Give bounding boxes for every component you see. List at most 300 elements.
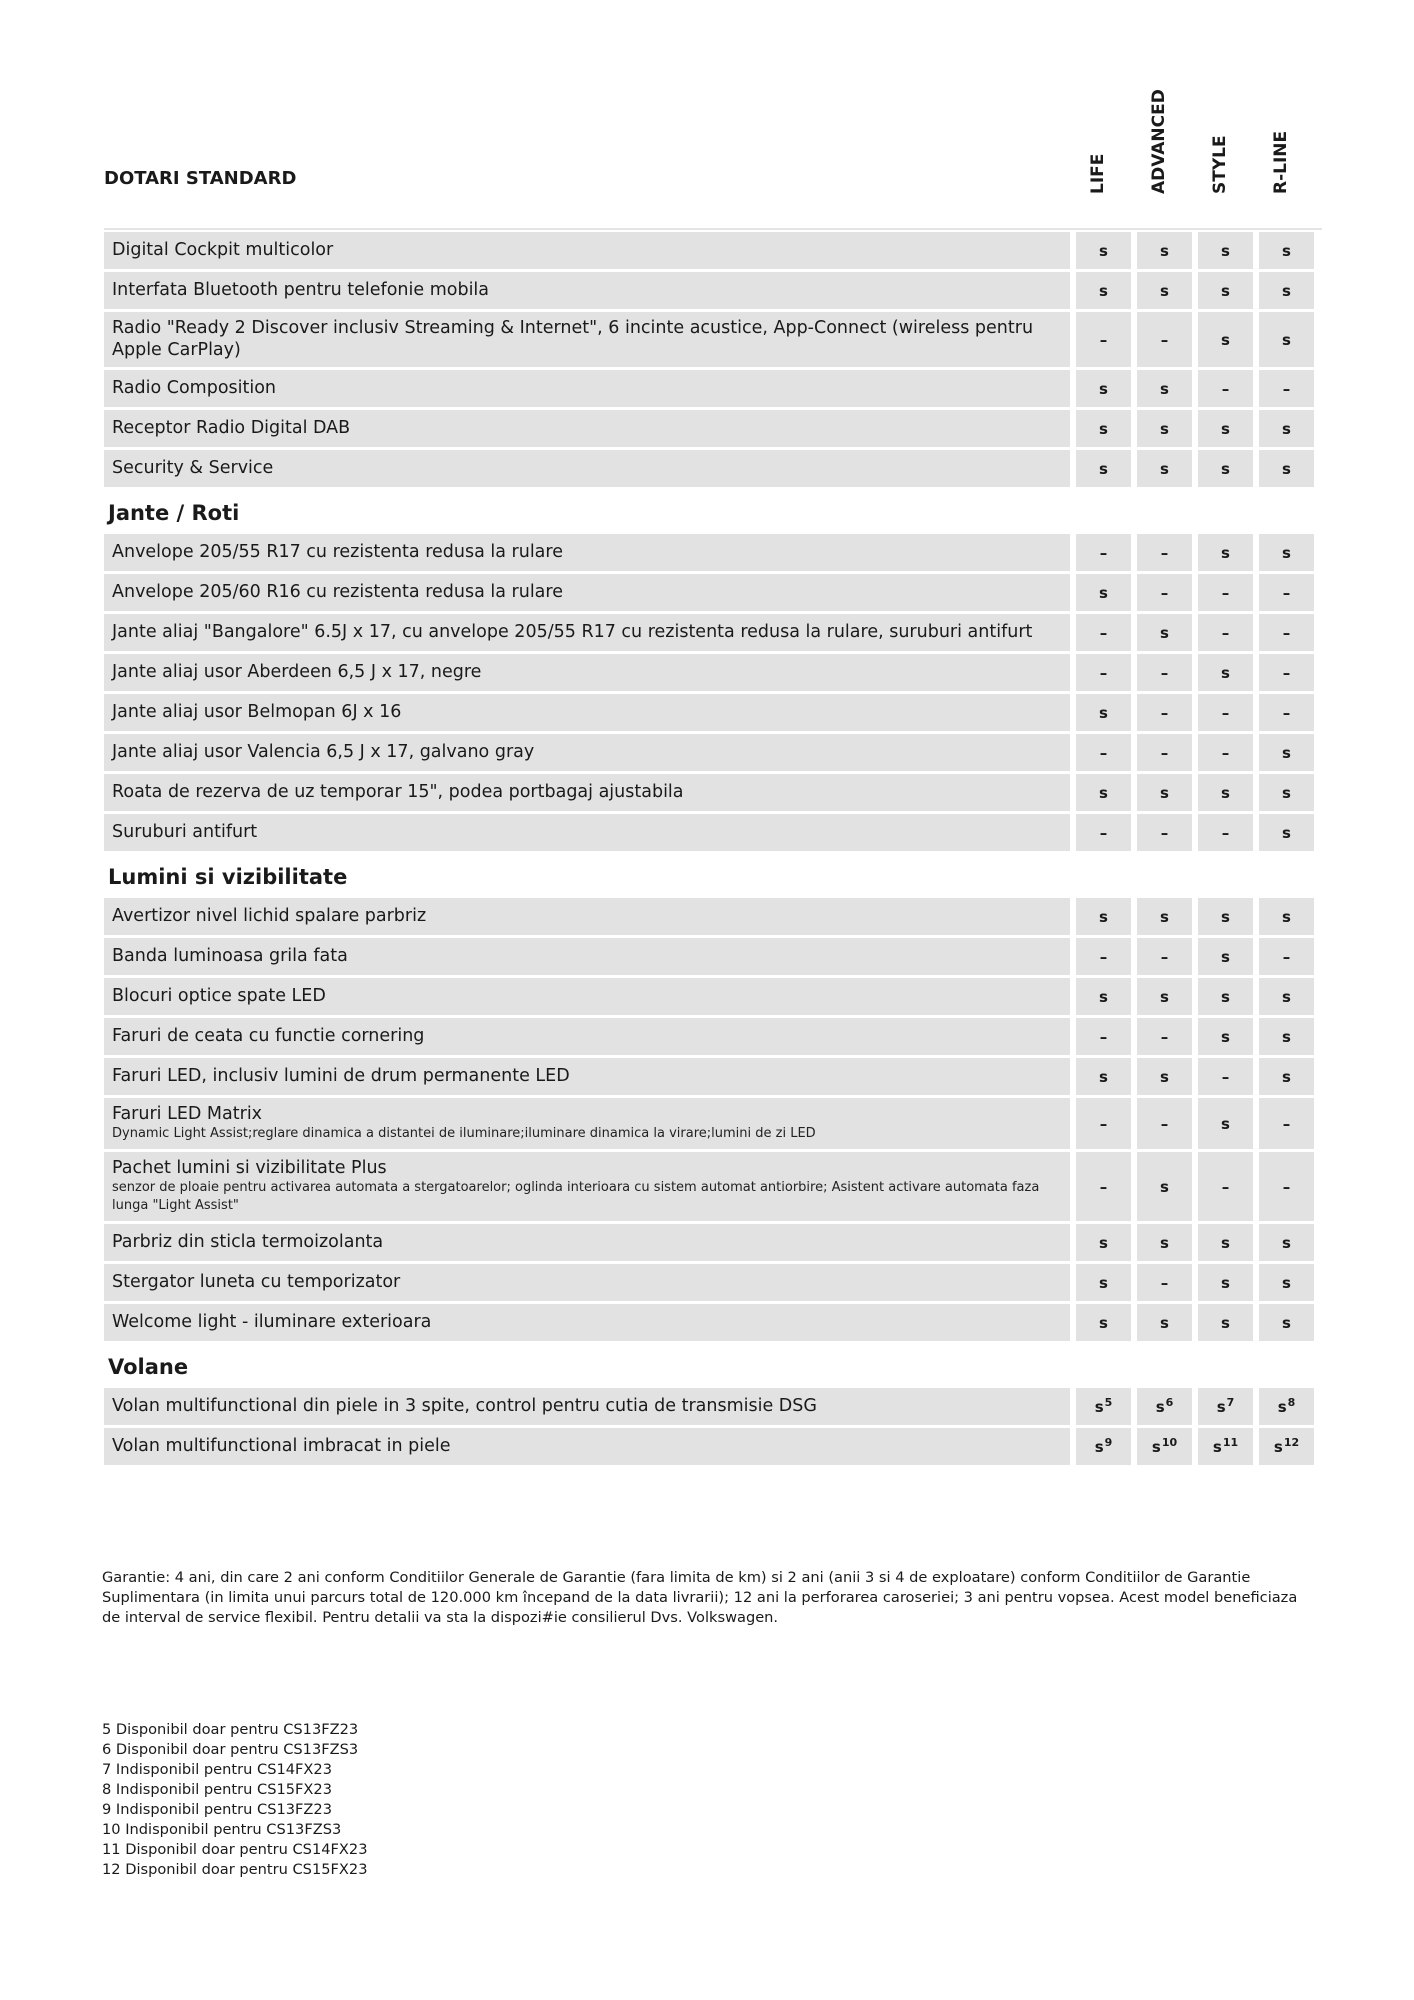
availability-cell xyxy=(1198,1264,1253,1301)
availability-cell xyxy=(1259,1304,1314,1341)
footnote-marker: 8 xyxy=(1287,1396,1296,1409)
availability-value: s xyxy=(1212,1437,1222,1456)
column-header-r-line xyxy=(1253,114,1309,214)
availability-cell xyxy=(1259,1152,1314,1221)
availability-cell xyxy=(1137,1224,1192,1261)
feature-label: Anvelope 205/55 R17 cu rezistenta redusa la rulare xyxy=(112,542,563,562)
availability-cell xyxy=(1198,312,1253,367)
footnote-marker: 11 xyxy=(1222,1436,1239,1449)
table-row xyxy=(104,938,1322,975)
availability-cell xyxy=(1076,694,1131,731)
availability-value: s xyxy=(1221,1233,1230,1252)
availability-cell xyxy=(1198,978,1253,1015)
availability-value: s xyxy=(1221,783,1230,802)
availability-value: s xyxy=(1221,1027,1230,1046)
availability-value: – xyxy=(1282,623,1291,642)
feature-label: Blocuri optice spate LED xyxy=(112,986,326,1006)
feature-label: Receptor Radio Digital DAB xyxy=(112,418,351,438)
feature-cell xyxy=(104,654,1070,691)
availability-value: s xyxy=(1221,1114,1230,1133)
feature-label: Volan multifunctional din piele in 3 spite, control pentru cutia de transmisie DSG xyxy=(112,1396,817,1416)
footnote-line: 11 Disponibil doar pentru CS14FX23 xyxy=(102,1841,368,1858)
table-row xyxy=(104,410,1322,447)
feature-label: Roata de rezerva de uz temporar 15", podea portbagaj ajustabila xyxy=(112,782,684,802)
availability-cell xyxy=(1076,312,1131,367)
footnotes xyxy=(102,1720,367,1880)
equipment-table xyxy=(104,89,1322,1468)
availability-value: s xyxy=(1282,907,1291,926)
table-row xyxy=(104,814,1322,851)
availability-cell xyxy=(1198,614,1253,651)
availability-value: s xyxy=(1160,419,1169,438)
availability-value: – xyxy=(1282,1177,1291,1196)
availability-cell xyxy=(1259,272,1314,309)
table-row xyxy=(104,978,1322,1015)
feature-label: Anvelope 205/60 R16 cu rezistenta redusa la rulare xyxy=(112,582,563,602)
availability-cell xyxy=(1259,1098,1314,1149)
availability-value: – xyxy=(1221,823,1230,842)
table-row xyxy=(104,450,1322,487)
availability-value: s xyxy=(1282,459,1291,478)
availability-cell xyxy=(1076,734,1131,771)
availability-cell xyxy=(1259,814,1314,851)
footnote-line: 9 Indisponibil pentru CS13FZ23 xyxy=(102,1801,332,1818)
availability-cell xyxy=(1137,1098,1192,1149)
feature-label: Jante aliaj usor Aberdeen 6,5 J x 17, negre xyxy=(112,662,482,682)
availability-value: s xyxy=(1099,1067,1108,1086)
availability-cell xyxy=(1259,370,1314,407)
availability-value: – xyxy=(1099,823,1108,842)
availability-value: – xyxy=(1221,583,1230,602)
footnote-marker: 6 xyxy=(1165,1396,1174,1409)
availability-value: s xyxy=(1221,1313,1230,1332)
availability-value: s xyxy=(1099,783,1108,802)
feature-cell xyxy=(104,1388,1070,1425)
availability-value: s xyxy=(1282,1027,1291,1046)
availability-cell xyxy=(1076,574,1131,611)
availability-cell xyxy=(1198,734,1253,771)
footnote-marker: 7 xyxy=(1226,1396,1235,1409)
column-header-label: R-LINE xyxy=(1271,130,1291,194)
availability-cell xyxy=(1198,938,1253,975)
availability-cell xyxy=(1076,1428,1131,1465)
section-heading: Jante / Roti xyxy=(108,501,240,525)
availability-cell xyxy=(1198,1098,1253,1149)
column-header-label: ADVANCED xyxy=(1149,89,1169,194)
availability-cell xyxy=(1137,574,1192,611)
availability-cell xyxy=(1137,370,1192,407)
availability-cell xyxy=(1259,1224,1314,1261)
availability-value: – xyxy=(1221,623,1230,642)
feature-cell xyxy=(104,574,1070,611)
footnote-marker: 12 xyxy=(1283,1436,1300,1449)
availability-value: s xyxy=(1099,1313,1108,1332)
availability-value: s xyxy=(1221,543,1230,562)
availability-cell xyxy=(1259,410,1314,447)
feature-cell xyxy=(104,1018,1070,1055)
footnote-line: 5 Disponibil doar pentru CS13FZ23 xyxy=(102,1721,359,1738)
availability-cell xyxy=(1137,1058,1192,1095)
table-row xyxy=(104,1098,1322,1149)
availability-cell xyxy=(1076,1388,1131,1425)
availability-value: s xyxy=(1160,1313,1169,1332)
availability-value: s xyxy=(1160,907,1169,926)
availability-cell xyxy=(1259,1388,1314,1425)
feature-label: Radio Composition xyxy=(112,378,277,398)
table-row xyxy=(104,614,1322,651)
table-row xyxy=(104,1304,1322,1341)
availability-value: s xyxy=(1160,241,1169,260)
availability-cell xyxy=(1076,898,1131,935)
availability-value: s xyxy=(1282,1067,1291,1086)
table-row xyxy=(104,370,1322,407)
feature-label: Stergator luneta cu temporizator xyxy=(112,1272,401,1292)
feature-label: Digital Cockpit multicolor xyxy=(112,240,334,260)
availability-value: – xyxy=(1160,583,1169,602)
availability-value: s xyxy=(1099,241,1108,260)
availability-value: s xyxy=(1282,783,1291,802)
availability-value: s xyxy=(1221,987,1230,1006)
availability-cell xyxy=(1198,1304,1253,1341)
feature-label: Security & Service xyxy=(112,458,274,478)
footnote-line: 6 Disponibil doar pentru CS13FZS3 xyxy=(102,1741,359,1758)
table-row xyxy=(104,1018,1322,1055)
availability-cell xyxy=(1137,410,1192,447)
availability-cell xyxy=(1137,938,1192,975)
availability-cell xyxy=(1198,574,1253,611)
availability-value: – xyxy=(1160,330,1169,349)
availability-cell xyxy=(1076,232,1131,269)
feature-label: Welcome light - iluminare exterioara xyxy=(112,1312,432,1332)
column-header-life xyxy=(1070,114,1126,214)
availability-value: – xyxy=(1160,1273,1169,1292)
availability-value: – xyxy=(1160,1027,1169,1046)
feature-cell xyxy=(104,614,1070,651)
availability-cell xyxy=(1137,534,1192,571)
availability-cell xyxy=(1076,1264,1131,1301)
table-row xyxy=(104,1058,1322,1095)
feature-label: Banda luminoasa grila fata xyxy=(112,946,348,966)
availability-cell xyxy=(1259,694,1314,731)
availability-value: s xyxy=(1151,1437,1161,1456)
feature-label: Parbriz din sticla termoizolanta xyxy=(112,1232,384,1252)
availability-cell xyxy=(1259,1264,1314,1301)
feature-cell xyxy=(104,272,1070,309)
feature-description: senzor de ploaie pentru activarea automata a stergatoarelor; oglinda interioara cu sistem automat antiorbire; Asistent activare automata faza lunga "Light Assist" xyxy=(112,1180,1040,1213)
availability-value: s xyxy=(1221,907,1230,926)
availability-value: s xyxy=(1094,1437,1104,1456)
availability-cell xyxy=(1137,898,1192,935)
availability-cell xyxy=(1137,312,1192,367)
availability-value: s xyxy=(1160,1067,1169,1086)
section-heading: Lumini si vizibilitate xyxy=(108,865,348,889)
availability-cell xyxy=(1198,1428,1253,1465)
section-heading: Volane xyxy=(108,1355,189,1379)
availability-value: – xyxy=(1221,1177,1230,1196)
availability-cell xyxy=(1076,978,1131,1015)
availability-value: s xyxy=(1160,281,1169,300)
table-row xyxy=(104,774,1322,811)
availability-cell xyxy=(1198,272,1253,309)
table-body xyxy=(104,232,1322,1465)
availability-cell xyxy=(1076,450,1131,487)
availability-cell xyxy=(1198,814,1253,851)
availability-cell xyxy=(1076,774,1131,811)
availability-value: – xyxy=(1099,1177,1108,1196)
availability-cell xyxy=(1198,410,1253,447)
feature-cell xyxy=(104,370,1070,407)
footnote-line: 12 Disponibil doar pentru CS15FX23 xyxy=(102,1861,368,1878)
availability-cell xyxy=(1259,232,1314,269)
feature-label: Jante aliaj usor Belmopan 6J x 16 xyxy=(112,702,402,722)
availability-cell xyxy=(1259,654,1314,691)
feature-cell xyxy=(104,232,1070,269)
availability-cell xyxy=(1137,774,1192,811)
feature-cell xyxy=(104,450,1070,487)
availability-value: – xyxy=(1221,1067,1230,1086)
availability-value: s xyxy=(1099,419,1108,438)
availability-cell xyxy=(1137,1428,1192,1465)
feature-cell xyxy=(104,938,1070,975)
availability-cell xyxy=(1198,694,1253,731)
availability-cell xyxy=(1198,774,1253,811)
availability-value: s xyxy=(1099,1233,1108,1252)
availability-cell xyxy=(1198,232,1253,269)
availability-cell xyxy=(1076,1224,1131,1261)
table-row xyxy=(104,1428,1322,1465)
availability-cell xyxy=(1198,1152,1253,1221)
availability-cell xyxy=(1137,450,1192,487)
availability-value: – xyxy=(1099,1027,1108,1046)
availability-cell xyxy=(1137,232,1192,269)
availability-cell xyxy=(1076,1098,1131,1149)
availability-value: – xyxy=(1160,823,1169,842)
footnote-line: 7 Indisponibil pentru CS14FX23 xyxy=(102,1761,332,1778)
availability-cell xyxy=(1198,1388,1253,1425)
feature-cell xyxy=(104,978,1070,1015)
availability-value: s xyxy=(1099,379,1108,398)
availability-cell xyxy=(1259,614,1314,651)
availability-cell xyxy=(1137,1264,1192,1301)
availability-value: s xyxy=(1160,783,1169,802)
availability-value: – xyxy=(1160,947,1169,966)
feature-label: Radio "Ready 2 Discover inclusiv Streaming & Internet", 6 incinte acustice, App-Connect (wireless pentru Apple CarPlay) xyxy=(112,318,1034,360)
availability-value: – xyxy=(1160,743,1169,762)
column-header-style xyxy=(1192,114,1248,214)
availability-value: s xyxy=(1221,1273,1230,1292)
table-row xyxy=(104,1224,1322,1261)
table-title: DOTARI STANDARD xyxy=(104,168,297,189)
availability-cell xyxy=(1076,1152,1131,1221)
availability-value: – xyxy=(1160,663,1169,682)
feature-cell xyxy=(104,410,1070,447)
availability-cell xyxy=(1137,978,1192,1015)
availability-cell xyxy=(1076,654,1131,691)
availability-cell xyxy=(1259,312,1314,367)
availability-cell xyxy=(1259,534,1314,571)
availability-value: s xyxy=(1099,583,1108,602)
availability-value: s xyxy=(1216,1397,1226,1416)
availability-value: – xyxy=(1282,379,1291,398)
availability-value: s xyxy=(1282,987,1291,1006)
availability-value: s xyxy=(1099,281,1108,300)
availability-cell xyxy=(1198,1058,1253,1095)
availability-value: s xyxy=(1282,543,1291,562)
availability-value: – xyxy=(1160,703,1169,722)
availability-cell xyxy=(1198,1018,1253,1055)
availability-value: s xyxy=(1160,459,1169,478)
feature-description: Dynamic Light Assist;reglare dinamica a distantei de iluminare;iluminare dinamica la virare;lumini de zi LED xyxy=(112,1126,816,1141)
availability-value: s xyxy=(1221,281,1230,300)
availability-cell xyxy=(1259,774,1314,811)
availability-value: s xyxy=(1282,1233,1291,1252)
availability-cell xyxy=(1076,938,1131,975)
feature-cell xyxy=(104,1058,1070,1095)
availability-cell xyxy=(1076,370,1131,407)
feature-cell xyxy=(104,312,1070,367)
availability-cell xyxy=(1259,978,1314,1015)
table-row xyxy=(104,574,1322,611)
availability-cell xyxy=(1259,1428,1314,1465)
availability-value: – xyxy=(1160,1114,1169,1133)
availability-cell xyxy=(1259,1018,1314,1055)
availability-cell xyxy=(1198,898,1253,935)
availability-cell xyxy=(1198,654,1253,691)
availability-value: – xyxy=(1099,663,1108,682)
table-row xyxy=(104,734,1322,771)
availability-value: s xyxy=(1094,1397,1104,1416)
availability-value: s xyxy=(1099,459,1108,478)
availability-value: s xyxy=(1282,823,1291,842)
feature-label: Avertizor nivel lichid spalare parbriz xyxy=(112,906,427,926)
availability-value: – xyxy=(1282,947,1291,966)
table-row xyxy=(104,534,1322,571)
availability-cell xyxy=(1137,1304,1192,1341)
feature-label: Suruburi antifurt xyxy=(112,822,258,842)
warranty-note: Garantie: 4 ani, din care 2 ani conform Conditiilor Generale de Garantie (fara limita de km) si 2 ani (anii 3 si 4 de exploatare) conform Conditiilor de Garantie Suplimentara (in limita unui parcurs total de 120.000 km începand de la data livrarii); 12 ani la perforarea caroseriei; 3 ani pentru vopsea. Acest model beneficiaza de interval de service flexibil. Pentru detalii va sta la dispozi#ie consilierul Dvs. Volkswagen. xyxy=(102,1569,1298,1626)
feature-label: Interfata Bluetooth pentru telefonie mobila xyxy=(112,280,490,300)
availability-value: s xyxy=(1221,241,1230,260)
footnote-line: 10 Indisponibil pentru CS13FZS3 xyxy=(102,1821,342,1838)
feature-cell xyxy=(104,694,1070,731)
availability-value: – xyxy=(1099,623,1108,642)
availability-value: – xyxy=(1099,1114,1108,1133)
availability-value: s xyxy=(1160,623,1169,642)
feature-cell xyxy=(104,1304,1070,1341)
availability-value: – xyxy=(1282,663,1291,682)
availability-value: s xyxy=(1282,1273,1291,1292)
availability-cell xyxy=(1259,938,1314,975)
availability-value: s xyxy=(1099,907,1108,926)
availability-cell xyxy=(1259,898,1314,935)
feature-cell xyxy=(104,534,1070,571)
availability-cell xyxy=(1137,1018,1192,1055)
availability-cell xyxy=(1076,814,1131,851)
table-row xyxy=(104,1388,1322,1425)
feature-label: Volan multifunctional imbracat in piele xyxy=(112,1436,451,1456)
availability-value: s xyxy=(1099,1273,1108,1292)
availability-value: s xyxy=(1282,743,1291,762)
availability-value: s xyxy=(1099,703,1108,722)
footnote-marker: 9 xyxy=(1104,1436,1113,1449)
footnote-marker: 5 xyxy=(1104,1396,1113,1409)
availability-value: s xyxy=(1282,330,1291,349)
column-header-label: LIFE xyxy=(1088,153,1108,194)
availability-value: s xyxy=(1221,663,1230,682)
availability-value: s xyxy=(1221,419,1230,438)
availability-value: s xyxy=(1160,1177,1169,1196)
availability-value: s xyxy=(1273,1437,1283,1456)
feature-label: Pachet lumini si vizibilitate Plus xyxy=(112,1158,387,1178)
availability-cell xyxy=(1137,654,1192,691)
availability-value: – xyxy=(1221,379,1230,398)
column-header-advanced xyxy=(1131,89,1187,214)
availability-cell xyxy=(1137,694,1192,731)
availability-cell xyxy=(1259,574,1314,611)
availability-value: s xyxy=(1221,459,1230,478)
footnote-marker: 10 xyxy=(1161,1436,1178,1449)
table-row xyxy=(104,654,1322,691)
feature-label: Jante aliaj "Bangalore" 6.5J x 17, cu anvelope 205/55 R17 cu rezistenta redusa la rulare, suruburi antifurt xyxy=(112,622,1033,642)
availability-value: s xyxy=(1160,1233,1169,1252)
availability-cell xyxy=(1259,1058,1314,1095)
availability-value: s xyxy=(1160,379,1169,398)
availability-value: s xyxy=(1155,1397,1165,1416)
feature-cell xyxy=(104,1224,1070,1261)
availability-cell xyxy=(1259,450,1314,487)
feature-cell xyxy=(104,1098,1070,1149)
availability-value: s xyxy=(1221,330,1230,349)
availability-value: – xyxy=(1282,1114,1291,1133)
availability-value: s xyxy=(1282,1313,1291,1332)
feature-cell xyxy=(104,1152,1070,1221)
availability-cell xyxy=(1076,534,1131,571)
availability-cell xyxy=(1076,410,1131,447)
column-header-label: STYLE xyxy=(1210,135,1230,194)
availability-value: – xyxy=(1099,743,1108,762)
availability-cell xyxy=(1198,534,1253,571)
availability-cell xyxy=(1259,734,1314,771)
availability-value: s xyxy=(1282,281,1291,300)
feature-cell xyxy=(104,898,1070,935)
availability-cell xyxy=(1076,1058,1131,1095)
availability-cell xyxy=(1137,814,1192,851)
table-row xyxy=(104,232,1322,269)
availability-cell xyxy=(1076,1304,1131,1341)
feature-cell xyxy=(104,774,1070,811)
availability-value: s xyxy=(1282,419,1291,438)
table-row xyxy=(104,898,1322,935)
feature-label: Faruri LED, inclusiv lumini de drum permanente LED xyxy=(112,1066,570,1086)
availability-cell xyxy=(1198,1224,1253,1261)
availability-cell xyxy=(1137,614,1192,651)
table-row xyxy=(104,1264,1322,1301)
table-row xyxy=(104,694,1322,731)
availability-value: – xyxy=(1282,703,1291,722)
availability-value: – xyxy=(1099,947,1108,966)
feature-label: Faruri de ceata cu functie cornering xyxy=(112,1026,425,1046)
availability-value: s xyxy=(1221,947,1230,966)
availability-value: – xyxy=(1099,330,1108,349)
feature-label: Faruri LED Matrix xyxy=(112,1104,263,1124)
table-row xyxy=(104,1152,1322,1221)
table-header xyxy=(104,89,1322,230)
table-row xyxy=(104,272,1322,309)
availability-cell xyxy=(1137,734,1192,771)
availability-value: – xyxy=(1221,703,1230,722)
availability-value: s xyxy=(1277,1397,1287,1416)
feature-cell xyxy=(104,1428,1070,1465)
